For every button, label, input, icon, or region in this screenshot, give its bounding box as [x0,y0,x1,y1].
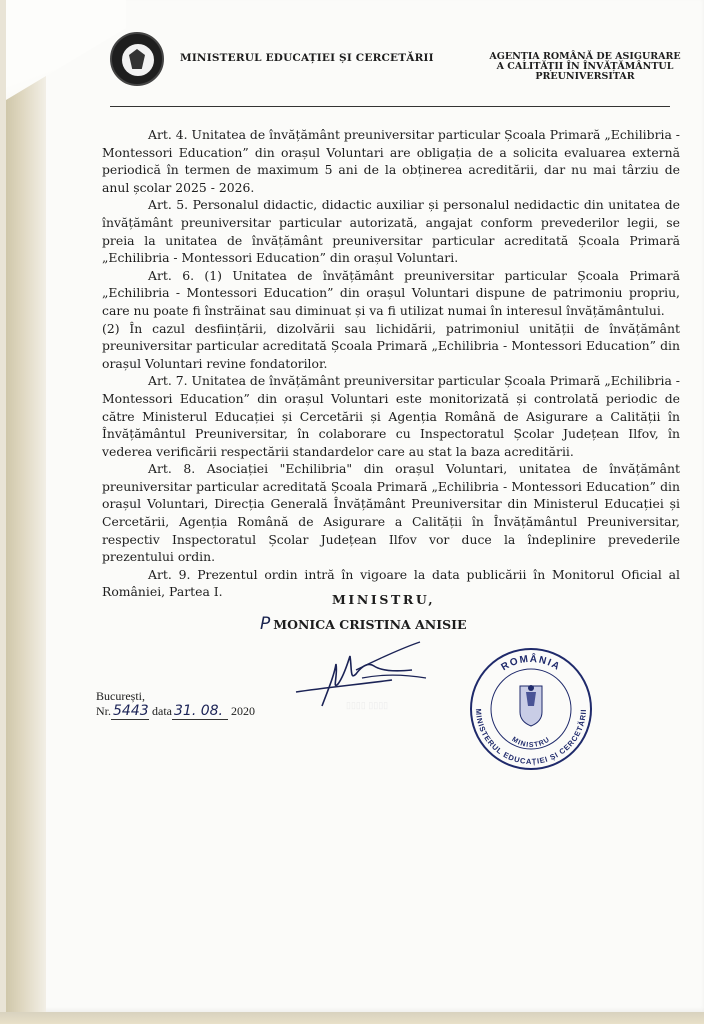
page-fold-corner [6,0,126,100]
stamp-inner-text: MINISTRU [510,736,552,750]
article-6-para-2: (2) În cazul desființării, dizolvării sau lichidării, patrimoniul unității de învățământ preuniversitar particular acreditată Școala Primară „Echilibria - Montessori Education” din orașul Voluntari revine fondatorilor. [102,320,680,371]
svg-text:ROMÂNIA [500,652,563,673]
order-date: 31. 08. [172,703,228,720]
article-6-para-1: Art. 6. (1) Unitatea de învățământ preuniversitar particular Școala Primară „Echilibria - Montessori Education” din orașul Voluntari dispune de patrimoniu propriu, care nu poate fi înstrăinat sau diminuat și va fi utilizat numai în interesul învățământului. [102,267,680,318]
article-8: Art. 8. Asociației "Echilibria" din orașul Voluntari, unitatea de învățământ preuniversitar particular acreditată Școala Primară „Echilibria - Montessori Education” din orașul Voluntari, Direcția Generală Învățământ Preuniversitar din Ministerul Educației și Cercetării, Agenția Română de Asigurare a Calității în Învățământul Preuniversitar, respectiv Inspectoratul Școlar Județean Ilfov vor duce la îndeplinire prevederile prezentului ordin. [102,461,680,565]
signatory-name-line [260,614,466,634]
issue-city: București, [96,689,145,703]
header-divider [110,106,670,107]
official-stamp [462,646,600,772]
article-5: Art. 5. Personalul didactic, didactic auxiliar și personalul nedidactic din unitatea de învățământ preuniversitar particular autorizată, angajat conform prevederilor legii, se preia la unitatea de învățământ preuniversitar particular acreditată Școala Primară „Echilibria - Montessori Education” din orașul Voluntari. [102,197,680,266]
document-body [102,126,680,601]
signatory-title: MINISTRU, [332,592,436,607]
handwritten-signature [292,640,432,710]
agency-title-line: AGENȚIA ROMÂNĂ DE ASIGURARE [489,51,681,62]
background-surface [0,1012,704,1024]
government-seal-icon [110,32,164,86]
order-number-line [96,703,255,720]
bleed-through-text: ▯▯▯▯ ▯▯▯▯ [346,700,389,710]
stamp-ring-text: MINISTERUL EDUCAȚIEI ȘI CERCETĂRII [473,708,589,767]
article-7: Art. 7. Unitatea de învățământ preuniversitar particular Școala Primară „Echilibria - Montessori Education” din orașul Voluntari este monitorizată și controlată periodic de către Ministerul Educației și Cercetării și Agenția Română de Asigurare a Calității în Învățământul Preuniversitar, în colaborare cu Inspectoratul Școlar Județean Ilfov, în vederea verificării respectării standardelor care au stat la baza acreditării. [102,373,680,459]
coat-of-arms-icon [520,685,542,726]
date-label: data [152,704,172,718]
agency-title-line: A CALITĂȚII ÎN ÎNVĂȚĂMÂNTUL [496,61,674,72]
ministry-title: MINISTERUL EDUCAȚIEI ȘI CERCETĂRII [180,52,434,64]
document-page [6,0,704,1012]
stamp-top-text: ROMÂNIA [499,653,563,674]
svg-text:MINISTRU [510,736,551,749]
article-9: Art. 9. Prezentul ordin intră în vigoare la data publicării în Monitorul Oficial al României, Partea I. [102,566,680,600]
agency-title-line: PREUNIVERSITAR [535,71,635,82]
agency-title [470,52,700,82]
pp-handwritten-mark: P [260,614,271,634]
nr-label: Nr. [96,704,111,718]
signatory-name: MONICA CRISTINA ANISIE [273,617,467,632]
order-number: 5443 [113,703,149,719]
article-4: Art. 4. Unitatea de învățământ preuniversitar particular Școala Primară „Echilibria - Montessori Education” din orașul Voluntari are obligația de a solicita evaluarea externă periodică în termen de maximum 5 ani de la obținerea acreditării, dar nu mai târziu de anul școlar 2025 - 2026. [102,127,680,195]
page-fold-edge [6,0,46,1012]
document-header [110,32,690,102]
order-year: 2020 [231,704,255,718]
